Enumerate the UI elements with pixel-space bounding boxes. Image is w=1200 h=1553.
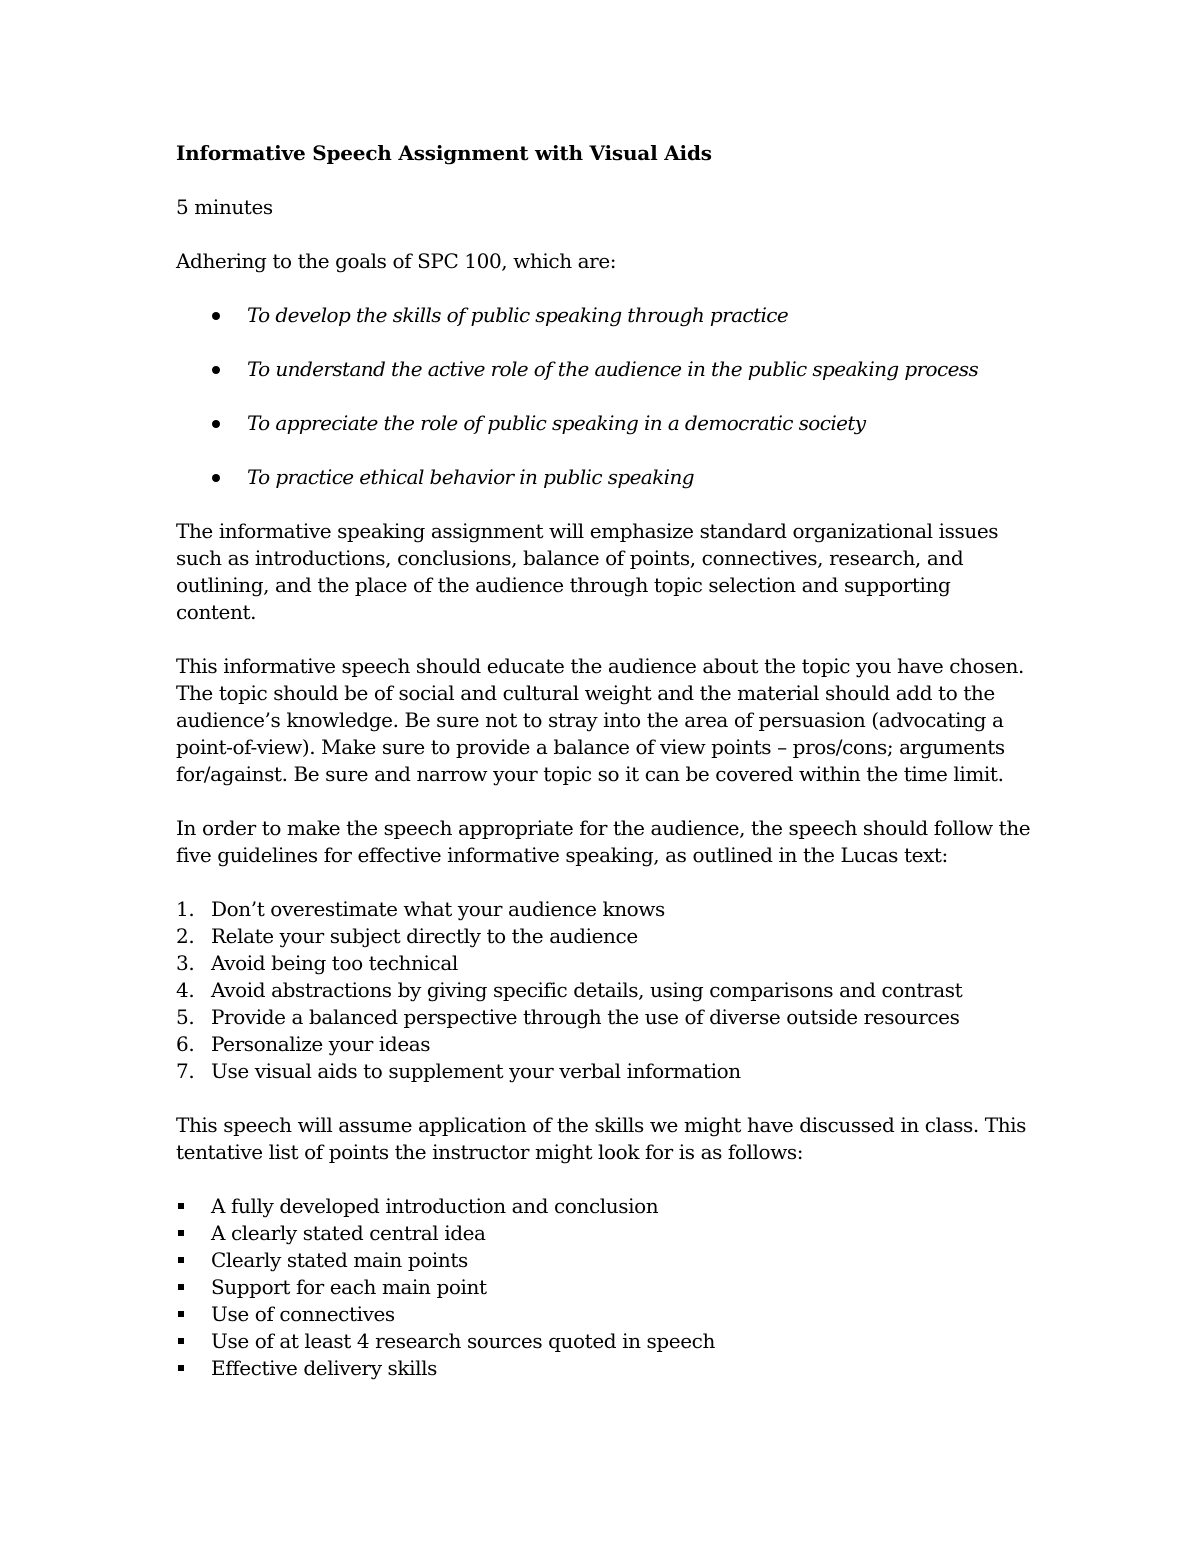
guideline-item (176, 1031, 1036, 1058)
topic-paragraph: This informative speech should educate the audience about the topic you have chosen. The topic should be of social and cultural weight and the material should add to the audience’s knowledge. Be sure not to stray into the area of persuasion (advocating a point-of-view). Make sure to provide a balance of view points – pros/cons; arguments for/against. Be sure and narrow your topic so it can be covered within the time limit. (176, 654, 1024, 786)
criteria-item: A clearly stated central idea (176, 1220, 1036, 1247)
goal-item: To appreciate the role of public speaking in a democratic society (176, 410, 1036, 437)
guideline-item (176, 950, 1036, 977)
goal-item: To understand the active role of the audience in the public speaking process (176, 356, 1036, 383)
guideline-number: 5. (176, 1005, 195, 1029)
course-goals-list (176, 302, 1036, 491)
grading-criteria-list (176, 1193, 1036, 1382)
guideline-number: 6. (176, 1032, 195, 1056)
goal-item: To develop the skills of public speaking through practice (176, 302, 1036, 329)
guideline-text: Personalize your ideas (211, 1032, 431, 1056)
criteria-item: Effective delivery skills (176, 1355, 1036, 1382)
guideline-number: 1. (176, 897, 195, 921)
guideline-text: Provide a balanced perspective through the use of diverse outside resources (211, 1005, 960, 1029)
guidelines-intro: In order to make the speech appropriate for the audience, the speech should follow the five guidelines for effective informative speaking, as outlined in the Lucas text: (176, 816, 1031, 867)
guideline-item (176, 923, 1036, 950)
guideline-text: Don’t overestimate what your audience knows (211, 897, 665, 921)
guideline-text: Use visual aids to supplement your verbal information (211, 1059, 741, 1083)
guideline-number: 2. (176, 924, 195, 948)
goals-intro: Adhering to the goals of SPC 100, which are: (176, 249, 617, 273)
goal-item: To practice ethical behavior in public speaking (176, 464, 1036, 491)
guideline-number: 4. (176, 978, 195, 1002)
criteria-item: A fully developed introduction and conclusion (176, 1193, 1036, 1220)
criteria-item: Support for each main point (176, 1274, 1036, 1301)
guideline-item (176, 896, 1036, 923)
guideline-item (176, 1004, 1036, 1031)
criteria-item: Clearly stated main points (176, 1247, 1036, 1274)
criteria-item: Use of connectives (176, 1301, 1036, 1328)
guidelines-list (176, 896, 1036, 1085)
guideline-number: 3. (176, 951, 195, 975)
guideline-text: Relate your subject directly to the audience (211, 924, 638, 948)
guideline-text: Avoid abstractions by giving specific details, using comparisons and contrast (211, 978, 963, 1002)
guideline-item (176, 977, 1036, 1004)
document-page (176, 140, 1036, 1382)
document-title: Informative Speech Assignment with Visual Aids (176, 141, 712, 165)
assignment-paragraph: The informative speaking assignment will emphasize standard organizational issues such as introductions, conclusions, balance of points, connectives, research, and outlining, and the place of the audience through topic selection and supporting content. (176, 519, 999, 624)
guideline-text: Avoid being too technical (211, 951, 458, 975)
criteria-intro: This speech will assume application of the skills we might have discussed in class. This tentative list of points the instructor might look for is as follows: (176, 1113, 1027, 1164)
criteria-item: Use of at least 4 research sources quoted in speech (176, 1328, 1036, 1355)
guideline-item (176, 1058, 1036, 1085)
speech-duration: 5 minutes (176, 195, 273, 219)
guideline-number: 7. (176, 1059, 195, 1083)
